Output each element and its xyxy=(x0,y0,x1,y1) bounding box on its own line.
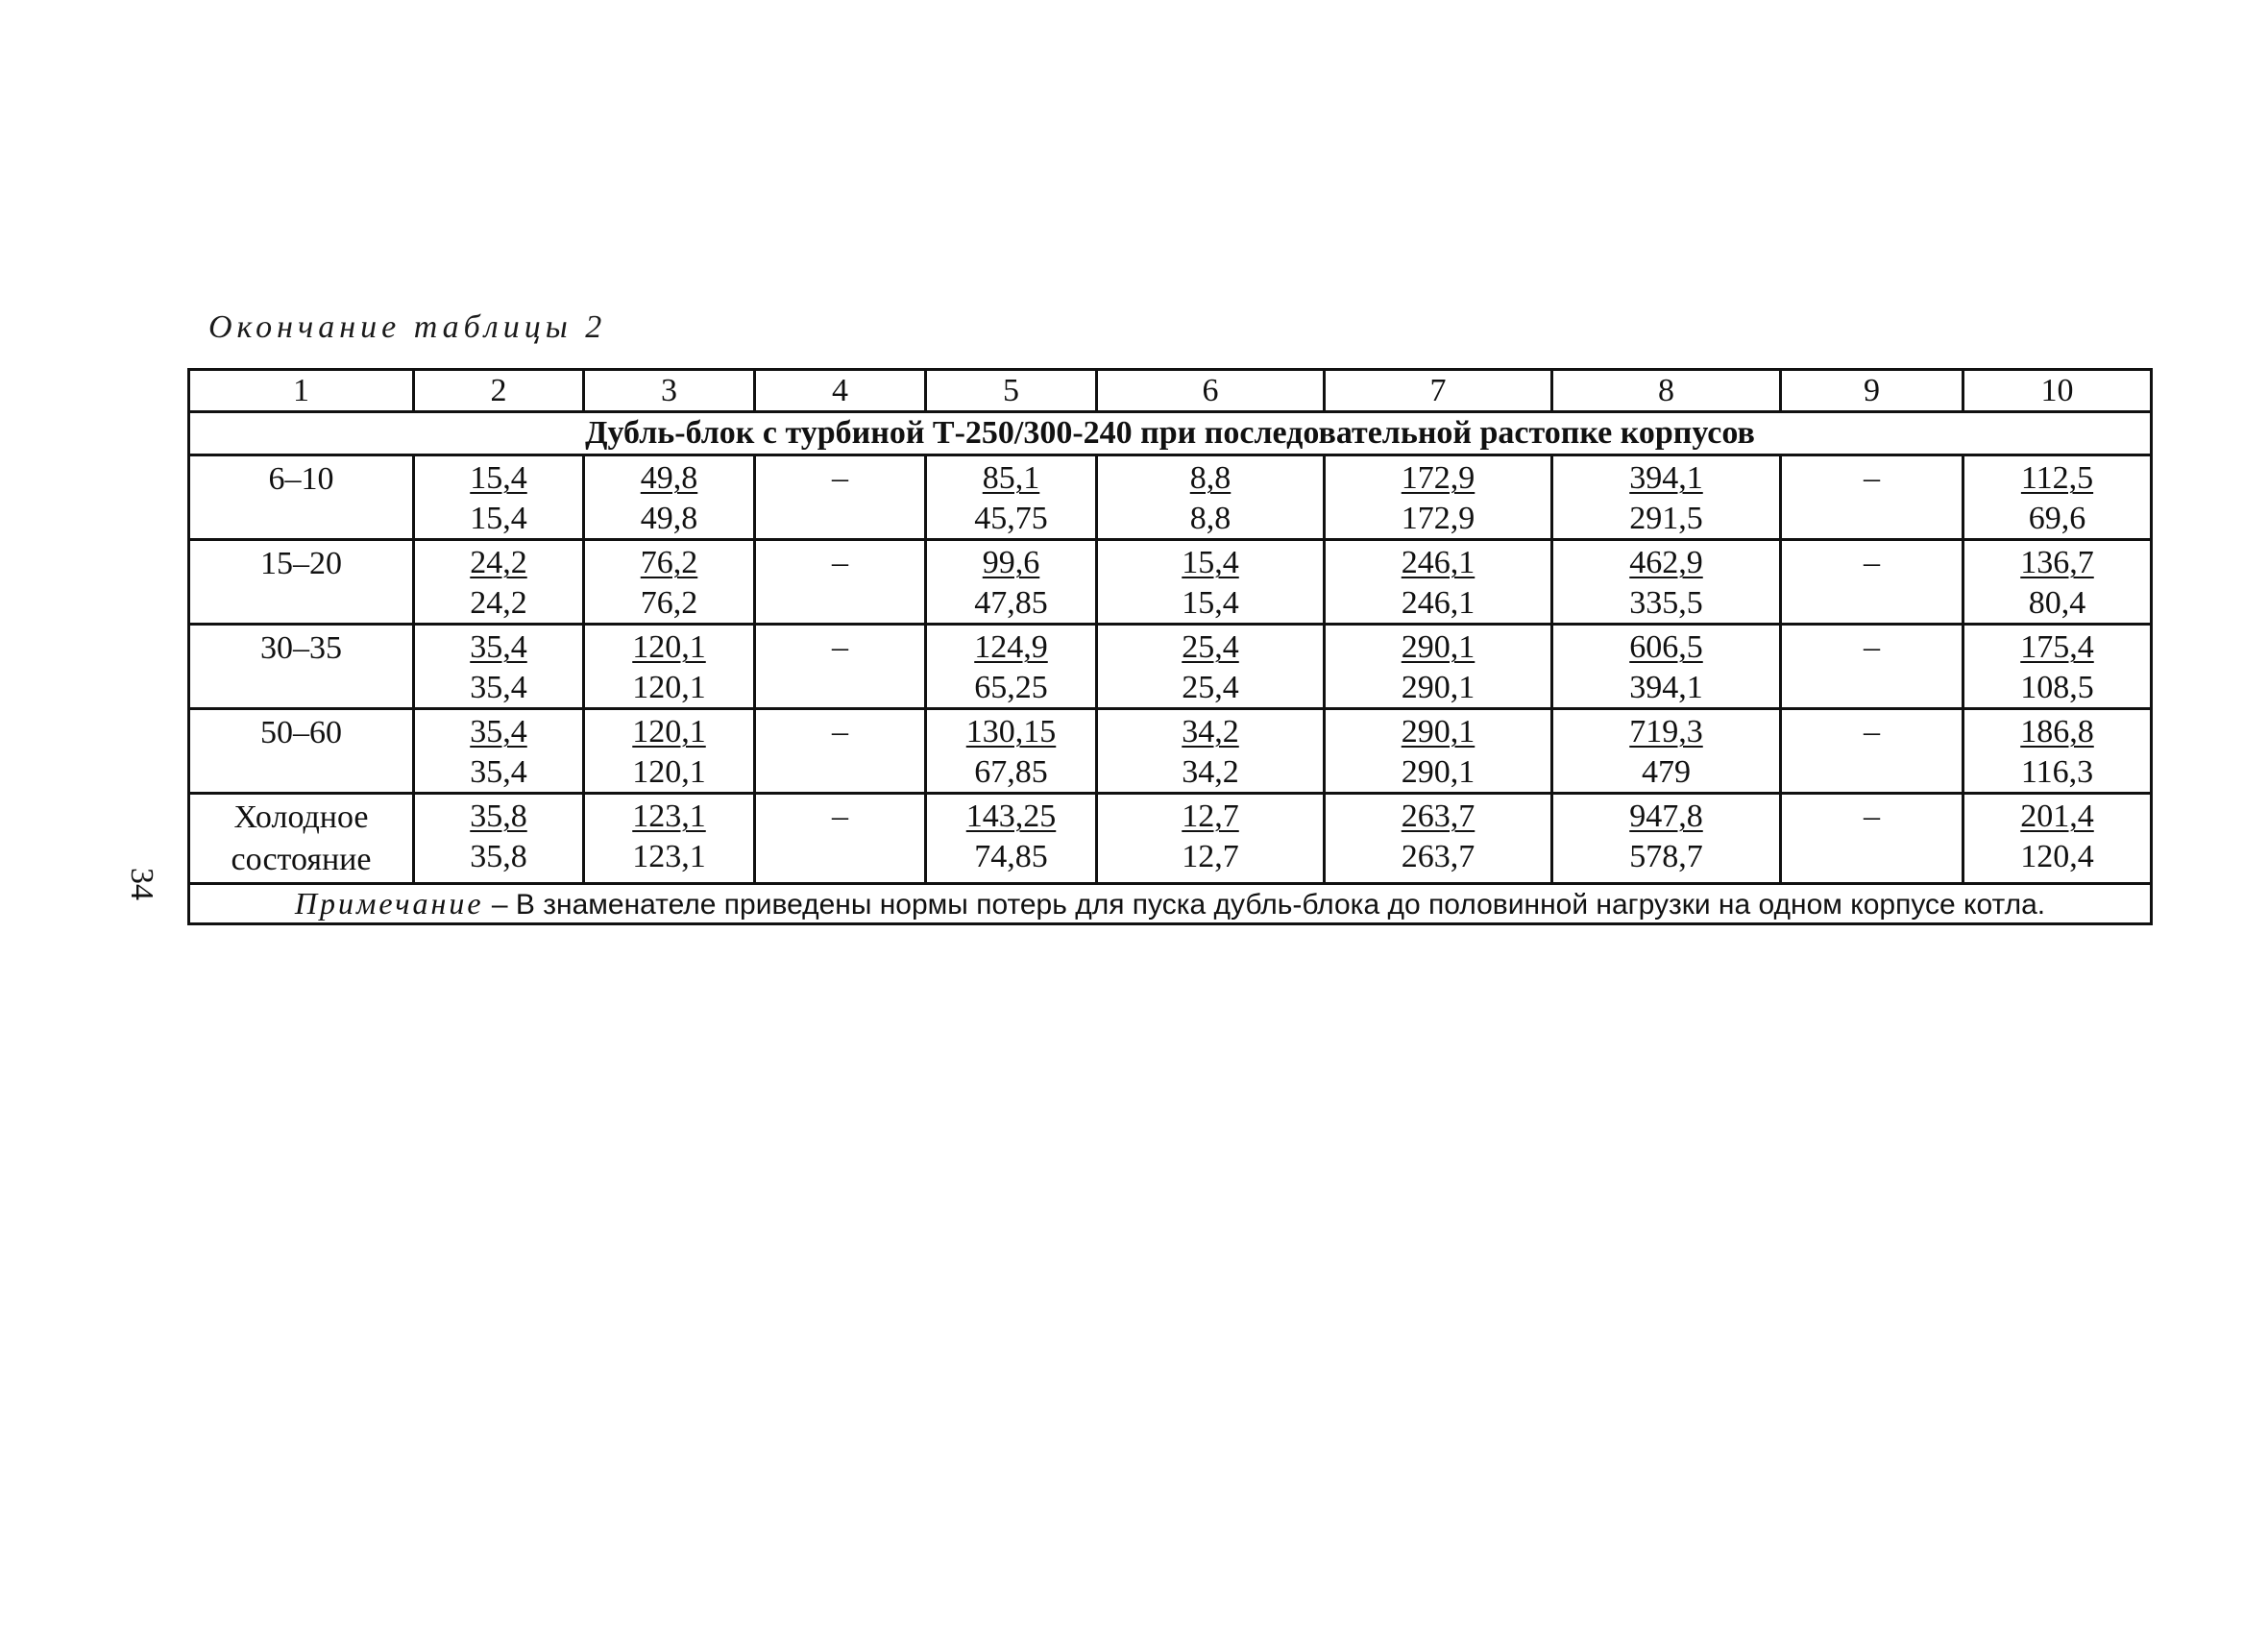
numerator: 34,2 xyxy=(1182,714,1239,750)
column-number-1: 1 xyxy=(189,370,414,412)
denominator: 15,4 xyxy=(470,500,527,536)
denominator: 578,7 xyxy=(1629,838,1703,874)
column-number-3: 3 xyxy=(584,370,755,412)
table-cell xyxy=(414,794,584,883)
denominator: 49,8 xyxy=(640,500,698,536)
empty-value-dash: – xyxy=(832,460,848,497)
column-number-10: 10 xyxy=(1963,370,2152,412)
denominator: 47,85 xyxy=(974,584,1048,621)
denominator: 35,4 xyxy=(470,669,527,705)
table-cell xyxy=(584,455,755,540)
denominator: 120,4 xyxy=(2020,838,2094,874)
table-cell xyxy=(1781,709,1963,794)
fraction-value xyxy=(1629,543,1703,623)
empty-value-dash: – xyxy=(1864,545,1880,581)
fraction-value xyxy=(470,543,527,623)
empty-value-dash: – xyxy=(832,798,848,835)
fraction-value xyxy=(1182,543,1239,623)
section-title-row xyxy=(189,412,2152,455)
table-cell xyxy=(584,540,755,625)
table-cell xyxy=(755,540,926,625)
denominator: 15,4 xyxy=(1182,584,1239,621)
empty-value-dash: – xyxy=(832,545,848,581)
fraction-value xyxy=(2020,712,2094,792)
numerator: 25,4 xyxy=(1182,629,1239,666)
numerator: 394,1 xyxy=(1629,460,1703,497)
row-label-line: состояние xyxy=(231,842,372,878)
numerator: 246,1 xyxy=(1401,545,1475,581)
denominator: 479 xyxy=(1642,753,1691,790)
table-cell xyxy=(1325,709,1552,794)
numerator: 947,8 xyxy=(1629,798,1703,835)
numerator: 136,7 xyxy=(2020,545,2094,581)
note-label: Примечание xyxy=(294,885,484,921)
denominator: 172,9 xyxy=(1401,500,1475,536)
denominator: 67,85 xyxy=(974,753,1048,790)
denominator: 35,8 xyxy=(470,838,527,874)
fraction-value xyxy=(641,543,698,623)
numerator: 12,7 xyxy=(1182,798,1239,835)
denominator: 290,1 xyxy=(1401,669,1475,705)
empty-value-dash: – xyxy=(1864,629,1880,666)
table-cell xyxy=(1097,455,1325,540)
table-cell xyxy=(755,709,926,794)
table-cell xyxy=(1097,625,1325,709)
note-row xyxy=(189,883,2152,924)
table-cell xyxy=(755,794,926,883)
losses-table xyxy=(187,368,2153,925)
denominator: 335,5 xyxy=(1629,584,1703,621)
table-cell xyxy=(1097,794,1325,883)
numerator: 606,5 xyxy=(1629,629,1703,666)
table-cell xyxy=(414,455,584,540)
numerator: 124,9 xyxy=(974,629,1048,666)
fraction-value xyxy=(1182,712,1239,792)
fraction-value xyxy=(2021,458,2093,538)
numerator: 120,1 xyxy=(632,714,706,750)
table-cell xyxy=(1963,625,2152,709)
denominator: 65,25 xyxy=(974,669,1048,705)
fraction-value xyxy=(641,458,698,538)
fraction-value xyxy=(1182,627,1239,707)
table-cell xyxy=(1963,709,2152,794)
note-cell xyxy=(189,883,2152,924)
numerator: 15,4 xyxy=(470,460,527,497)
table-cell xyxy=(1781,540,1963,625)
fraction-value xyxy=(1402,458,1475,538)
numerator: 35,8 xyxy=(470,798,527,835)
row-label-line: 6–10 xyxy=(268,461,334,498)
fraction-value xyxy=(1190,458,1232,538)
table-cell xyxy=(755,625,926,709)
fraction-value xyxy=(1629,712,1703,792)
numerator: 172,9 xyxy=(1401,460,1475,497)
denominator: 116,3 xyxy=(2020,753,2094,790)
table-cell xyxy=(584,709,755,794)
table-cell xyxy=(1781,794,1963,883)
section-title: Дубль-блок с турбиной Т-250/300-240 при последовательной растопке корпусов xyxy=(189,412,2152,455)
table-cell xyxy=(1552,794,1781,883)
column-number-6: 6 xyxy=(1097,370,1325,412)
note-text: В знаменателе приведены нормы потерь для пуска дубль-блока до половинной нагрузки на одном корпусе котла. xyxy=(515,888,2046,921)
empty-value-dash: – xyxy=(1864,714,1880,750)
column-number-7: 7 xyxy=(1325,370,1552,412)
table-cell xyxy=(926,540,1097,625)
fraction-value xyxy=(470,712,527,792)
numerator: 120,1 xyxy=(632,629,706,666)
denominator: 290,1 xyxy=(1401,753,1475,790)
denominator: 34,2 xyxy=(1182,753,1239,790)
empty-value-dash: – xyxy=(832,629,848,666)
table-cell xyxy=(1963,540,2152,625)
row-label-line: 15–20 xyxy=(260,546,342,582)
table-row xyxy=(189,709,2152,794)
numerator: 263,7 xyxy=(1401,798,1475,835)
fraction-value xyxy=(470,458,527,538)
row-label xyxy=(189,625,414,709)
numerator: 35,4 xyxy=(470,714,527,750)
table-cell xyxy=(1325,455,1552,540)
numerator: 15,4 xyxy=(1182,545,1239,581)
fraction-value xyxy=(632,627,706,707)
denominator: 123,1 xyxy=(632,838,706,874)
empty-value-dash: – xyxy=(1864,460,1880,497)
table-cell xyxy=(1552,709,1781,794)
empty-value-dash: – xyxy=(1864,798,1880,835)
denominator: 76,2 xyxy=(640,584,698,621)
fraction-value xyxy=(1402,627,1475,707)
fraction-value xyxy=(1629,797,1703,876)
fraction-value xyxy=(1402,712,1475,792)
table-caption: Окончание таблицы 2 xyxy=(208,309,607,345)
table-row xyxy=(189,455,2152,540)
numerator: 462,9 xyxy=(1629,545,1703,581)
page-number: 34 xyxy=(124,868,159,900)
numerator: 123,1 xyxy=(632,798,706,835)
numerator: 85,1 xyxy=(982,460,1040,497)
fraction-value xyxy=(974,627,1048,707)
denominator: 35,4 xyxy=(470,753,527,790)
fraction-value xyxy=(974,458,1048,538)
table-cell xyxy=(1552,625,1781,709)
table-row xyxy=(189,794,2152,883)
numerator: 112,5 xyxy=(2020,460,2094,497)
table-cell xyxy=(584,794,755,883)
table-cell xyxy=(1325,625,1552,709)
column-number-5: 5 xyxy=(926,370,1097,412)
fraction-value xyxy=(2020,543,2094,623)
numerator: 201,4 xyxy=(2020,798,2094,835)
table-cell xyxy=(926,625,1097,709)
empty-value-dash: – xyxy=(832,714,848,750)
row-label-line: Холодное xyxy=(233,799,369,836)
row-label-line: 30–35 xyxy=(260,630,342,667)
denominator: 291,5 xyxy=(1629,500,1703,536)
fraction-value xyxy=(470,627,527,707)
numerator: 76,2 xyxy=(640,545,698,581)
numerator: 35,4 xyxy=(470,629,527,666)
denominator: 263,7 xyxy=(1401,838,1475,874)
fraction-value xyxy=(966,712,1057,792)
column-number-row xyxy=(189,370,2152,412)
denominator: 394,1 xyxy=(1629,669,1703,705)
fraction-value xyxy=(1629,627,1703,707)
row-label xyxy=(189,709,414,794)
table-cell xyxy=(414,625,584,709)
table-cell xyxy=(414,709,584,794)
denominator: 25,4 xyxy=(1182,669,1239,705)
denominator: 45,75 xyxy=(974,500,1048,536)
numerator: 49,8 xyxy=(640,460,698,497)
fraction-value xyxy=(632,797,706,876)
table-cell xyxy=(1097,709,1325,794)
table-row xyxy=(189,540,2152,625)
table-cell xyxy=(414,540,584,625)
fraction-value xyxy=(2020,797,2094,876)
table-cell xyxy=(926,455,1097,540)
denominator: 246,1 xyxy=(1401,584,1475,621)
fraction-value xyxy=(2020,627,2094,707)
numerator: 290,1 xyxy=(1401,629,1475,666)
denominator: 120,1 xyxy=(632,669,706,705)
table-cell xyxy=(1552,455,1781,540)
denominator: 74,85 xyxy=(974,838,1048,874)
denominator: 120,1 xyxy=(632,753,706,790)
denominator: 12,7 xyxy=(1182,838,1239,874)
column-number-4: 4 xyxy=(755,370,926,412)
numerator: 8,8 xyxy=(1189,460,1232,497)
fraction-value xyxy=(470,797,527,876)
table-cell xyxy=(1781,455,1963,540)
row-label xyxy=(189,540,414,625)
numerator: 24,2 xyxy=(470,545,527,581)
table-cell xyxy=(1097,540,1325,625)
row-label-line: 50–60 xyxy=(260,715,342,751)
denominator: 24,2 xyxy=(470,584,527,621)
row-label xyxy=(189,455,414,540)
denominator: 80,4 xyxy=(2028,584,2086,621)
table-cell xyxy=(926,794,1097,883)
table-cell xyxy=(926,709,1097,794)
fraction-value xyxy=(1182,797,1239,876)
fraction-value xyxy=(1629,458,1703,538)
numerator: 175,4 xyxy=(2020,629,2094,666)
table-body xyxy=(189,455,2152,883)
table-cell xyxy=(1325,794,1552,883)
numerator: 143,25 xyxy=(965,798,1057,835)
table-cell xyxy=(1963,455,2152,540)
note-separator: – xyxy=(483,888,516,921)
numerator: 290,1 xyxy=(1401,714,1475,750)
numerator: 186,8 xyxy=(2020,714,2094,750)
fraction-value xyxy=(966,797,1057,876)
table-cell xyxy=(1325,540,1552,625)
fraction-value xyxy=(1402,543,1475,623)
column-number-2: 2 xyxy=(414,370,584,412)
numerator: 130,15 xyxy=(965,714,1057,750)
table-cell xyxy=(1552,540,1781,625)
table-cell xyxy=(755,455,926,540)
column-number-8: 8 xyxy=(1552,370,1781,412)
fraction-value xyxy=(632,712,706,792)
column-number-9: 9 xyxy=(1781,370,1963,412)
denominator: 8,8 xyxy=(1189,500,1232,536)
numerator: 99,6 xyxy=(982,545,1040,581)
table-row xyxy=(189,625,2152,709)
denominator: 69,6 xyxy=(2028,500,2086,536)
denominator: 108,5 xyxy=(2020,669,2094,705)
row-label xyxy=(189,794,414,883)
fraction-value xyxy=(974,543,1048,623)
numerator: 719,3 xyxy=(1629,714,1703,750)
table-cell xyxy=(584,625,755,709)
fraction-value xyxy=(1402,797,1475,876)
table-cell xyxy=(1963,794,2152,883)
table-cell xyxy=(1781,625,1963,709)
